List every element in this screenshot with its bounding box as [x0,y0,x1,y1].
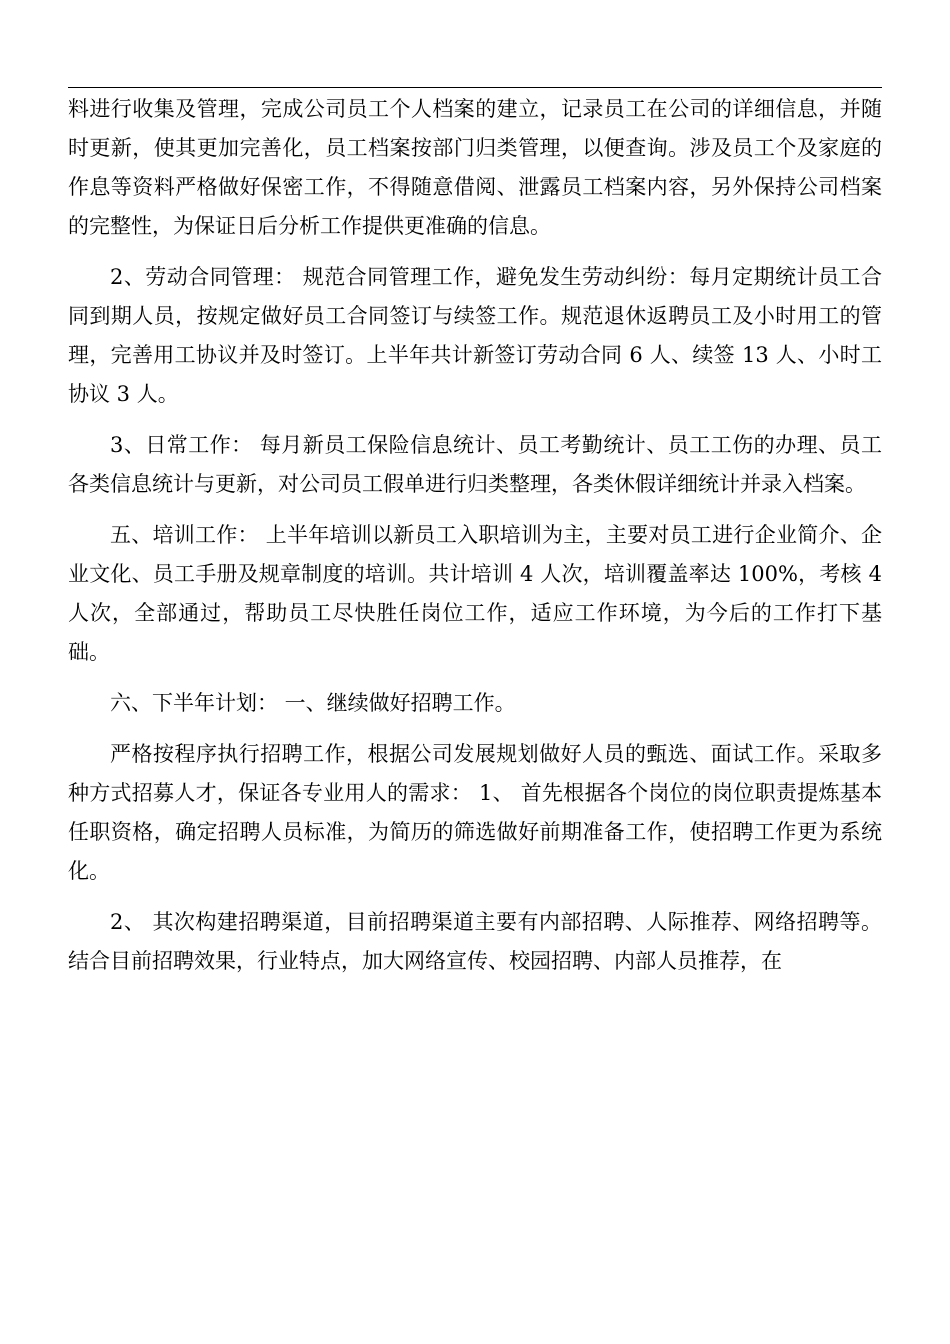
paragraph-archive-management: 料进行收集及管理，完成公司员工个人档案的建立，记录员工在公司的详细信息，并随时更新，使其更加完善化，员工档案按部门归类管理，以便查询。涉及员工个及家庭的作息等资料严格做好保密工作，不得随意借阅、泄露员工档案内容，另外保持公司档案的完整性，为保证日后分析工作提供更准确的信息。 [68,97,882,238]
paragraph-recruitment-channels: 2、 其次构建招聘渠道，目前招聘渠道主要有内部招聘、人际推荐、网络招聘等。结合目前招聘效果，行业特点，加大网络宣传、校园招聘、内部人员推荐，在 [68,910,882,973]
paragraph-second-half-plan: 六、下半年计划： 一、继续做好招聘工作。 [110,691,516,715]
paragraph-labor-contract: 2、劳动合同管理： 规范合同管理工作，避免发生劳动纠纷：每月定期统计员工合同到期人员，按规定做好员工合同签订与续签工作。规范退休返聘员工及小时用工的管理，完善用工协议并及时签订。上半年共计新签订劳动合同 6 人、续签 13 人、小时工协议 3 人。 [68,265,882,406]
paragraph-recruitment-process: 严格按程序执行招聘工作，根据公司发展规划做好人员的甄选、面试工作。采取多种方式招募人才，保证各专业用人的需求： 1、 首先根据各个岗位的岗位职责提炼基本任职资格，确定招聘人员标准，为简历的筛选做好前期准备工作，使招聘工作更为系统化。 [68,742,882,883]
document-body [68,90,882,993]
header-rule [68,87,882,88]
paragraph-training: 五、培训工作： 上半年培训以新员工入职培训为主，主要对员工进行企业简介、企业文化、员工手册及规章制度的培训。共计培训 4 人次，培训覆盖率达 100%，考核 4 人次，全部通过，帮助员工尽快胜任岗位工作，适应工作环境，为今后的工作打下基础。 [68,523,882,664]
paragraph-daily-work: 3、日常工作： 每月新员工保险信息统计、员工考勤统计、员工工伤的办理、员工各类信息统计与更新，对公司员工假单进行归类整理，各类休假详细统计并录入档案。 [68,433,882,496]
